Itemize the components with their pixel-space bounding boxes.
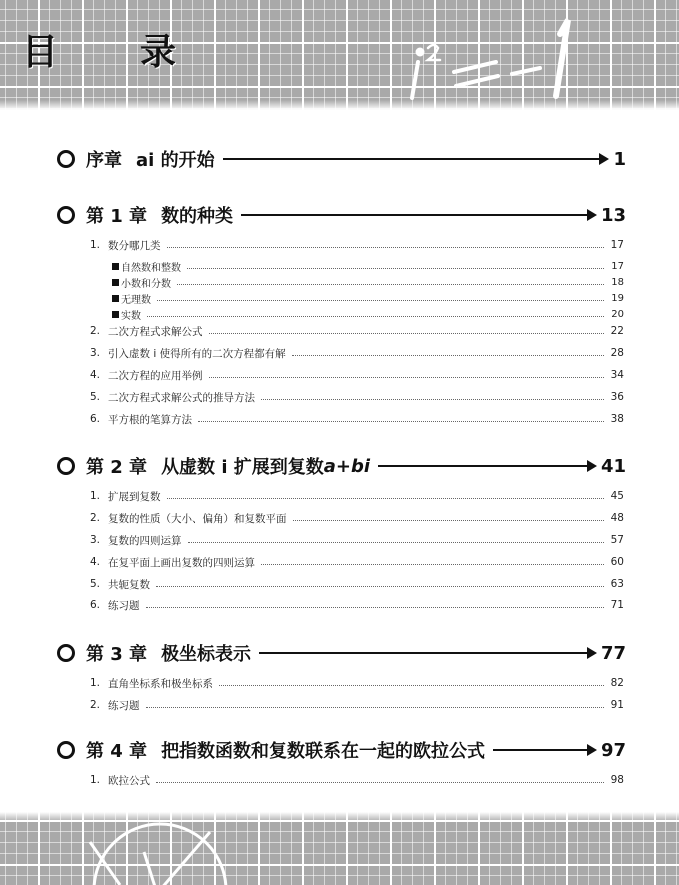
section-page: 71 — [610, 599, 624, 611]
unit-circle-icon — [60, 812, 260, 885]
section-page: 63 — [610, 578, 624, 590]
footer-banner — [0, 812, 679, 885]
leader-dots — [187, 268, 604, 269]
section-title: 引入虚数 i 使得所有的二次方程都有解 — [108, 347, 286, 360]
toc-section[interactable] — [90, 488, 624, 504]
toc-section[interactable] — [90, 772, 624, 788]
toc-subsection[interactable] — [112, 290, 624, 306]
section-number: 2. — [90, 325, 101, 337]
chapter-page: 13 — [600, 204, 626, 226]
header-banner — [0, 0, 679, 110]
leader-dots — [167, 247, 605, 248]
leader-dots — [209, 377, 605, 378]
section-number: 1. — [90, 774, 101, 786]
section-page: 91 — [610, 699, 624, 711]
section-page: 17 — [611, 260, 624, 272]
toc-subsection[interactable] — [112, 258, 624, 274]
section-number: 3. — [90, 347, 101, 359]
section-page: 38 — [610, 413, 624, 425]
chapter-label: 第 2 章 — [86, 457, 148, 478]
leader-dots — [209, 333, 605, 334]
chapter-label: 第 3 章 — [86, 644, 148, 665]
section-page: 20 — [611, 308, 624, 320]
section-page: 34 — [610, 369, 624, 381]
square-bullet-icon — [112, 279, 119, 286]
open-circle-icon — [56, 456, 76, 476]
section-page: 17 — [610, 239, 624, 251]
leader-dots — [146, 707, 605, 708]
section-title: 二次方程式求解公式 — [108, 325, 203, 338]
section-title: 无理数 — [121, 294, 151, 306]
section-number: 4. — [90, 556, 101, 568]
section-page: 82 — [610, 677, 624, 689]
toc-chapter-2[interactable] — [56, 452, 626, 480]
leader-dots — [156, 586, 604, 587]
toc-section[interactable] — [90, 510, 624, 526]
arrow-line — [493, 749, 595, 751]
toc-section[interactable] — [90, 675, 624, 691]
arrow-line — [378, 465, 595, 467]
formula-i-squared-icon — [400, 6, 600, 106]
section-number: 5. — [90, 578, 101, 590]
section-number: 6. — [90, 599, 101, 611]
chapter-page: 41 — [600, 455, 626, 477]
toc-chapter-1[interactable] — [56, 201, 626, 229]
section-page: 48 — [610, 512, 624, 524]
open-circle-icon — [56, 643, 76, 663]
square-bullet-icon — [112, 295, 119, 302]
leader-dots — [188, 542, 605, 543]
section-number: 2. — [90, 512, 101, 524]
section-title: 自然数和整数 — [121, 262, 181, 274]
chapter-title: 数的种类 — [161, 206, 234, 227]
section-page: 98 — [610, 774, 624, 786]
section-page: 36 — [610, 391, 624, 403]
leader-dots — [198, 421, 604, 422]
section-title: 小数和分数 — [121, 278, 171, 290]
open-circle-icon — [56, 205, 76, 225]
section-page: 22 — [610, 325, 624, 337]
section-title: 共轭复数 — [108, 578, 150, 591]
chapter-title: 把指数函数和复数联系在一起的欧拉公式 — [161, 741, 486, 762]
toc-section[interactable] — [90, 554, 624, 570]
leader-dots — [219, 685, 604, 686]
toc-subsection[interactable] — [112, 274, 624, 290]
toc-section[interactable] — [90, 576, 624, 592]
chapter-title: 从虚数 i 扩展到复数 — [161, 457, 324, 478]
leader-dots — [177, 284, 604, 285]
toc-section[interactable] — [90, 237, 624, 253]
toc-section[interactable] — [90, 345, 624, 361]
section-title: 直角坐标系和极坐标系 — [108, 677, 213, 690]
open-circle-icon — [56, 740, 76, 760]
toc-section[interactable] — [90, 367, 624, 383]
section-number: 4. — [90, 369, 101, 381]
leader-dots — [293, 520, 605, 521]
leader-dots — [147, 316, 604, 317]
leader-dots — [261, 399, 604, 400]
toc-section[interactable] — [90, 389, 624, 405]
toc-prologue[interactable] — [56, 145, 626, 173]
section-page: 57 — [610, 534, 624, 546]
section-title: 练习题 — [108, 699, 140, 712]
chapter-label: 第 1 章 — [86, 206, 148, 227]
title-char-lu: 录 — [140, 32, 177, 73]
chapter-label: 第 4 章 — [86, 741, 148, 762]
section-number: 6. — [90, 413, 101, 425]
section-page: 18 — [611, 276, 624, 288]
chapter-page: 1 — [613, 148, 626, 170]
toc-section[interactable] — [90, 597, 624, 613]
toc-chapter-4[interactable] — [56, 736, 626, 764]
leader-dots — [157, 300, 604, 301]
square-bullet-icon — [112, 311, 119, 318]
section-title: 复数的性质（大小、偏角）和复数平面 — [108, 512, 287, 525]
leader-dots — [167, 498, 605, 499]
chapter-title: 极坐标表示 — [161, 644, 252, 665]
section-number: 2. — [90, 699, 101, 711]
toc-chapter-3[interactable] — [56, 639, 626, 667]
section-title: 扩展到复数 — [108, 490, 161, 503]
section-title: 二次方程式求解公式的推导方法 — [108, 391, 255, 404]
section-number: 3. — [90, 534, 101, 546]
section-page: 19 — [611, 292, 624, 304]
section-number: 1. — [90, 490, 101, 502]
section-title: 在复平面上画出复数的四则运算 — [108, 556, 255, 569]
section-title: 二次方程的应用举例 — [108, 369, 203, 382]
open-circle-icon — [56, 149, 76, 169]
leader-dots — [261, 564, 604, 565]
toc-section[interactable] — [90, 532, 624, 548]
arrow-line — [259, 652, 595, 654]
section-title: 欧拉公式 — [108, 774, 150, 787]
leader-dots — [146, 607, 605, 608]
toc-subsection[interactable] — [112, 306, 624, 322]
section-page: 28 — [610, 347, 624, 359]
chapter-title-math: a+bi — [323, 455, 371, 477]
chapter-label: 序章 — [86, 150, 122, 171]
square-bullet-icon — [112, 263, 119, 270]
chapter-page: 97 — [600, 739, 626, 761]
section-page: 45 — [610, 490, 624, 502]
section-page: 60 — [610, 556, 624, 568]
arrow-line — [241, 214, 595, 216]
title-char-mu: 目 — [22, 32, 59, 73]
section-title: 复数的四则运算 — [108, 534, 182, 547]
section-title: 实数 — [121, 310, 141, 322]
toc-section[interactable] — [90, 697, 624, 713]
toc-section[interactable] — [90, 411, 624, 427]
leader-dots — [292, 355, 604, 356]
section-number: 5. — [90, 391, 101, 403]
toc-section[interactable] — [90, 323, 624, 339]
chapter-page: 77 — [600, 642, 626, 664]
leader-dots — [156, 782, 604, 783]
section-number: 1. — [90, 239, 101, 251]
arrow-line — [223, 158, 608, 160]
section-title: 练习题 — [108, 599, 140, 612]
section-title: 平方根的笔算方法 — [108, 413, 192, 426]
section-title: 数分哪几类 — [108, 239, 161, 252]
chapter-title: ai 的开始 — [136, 150, 215, 171]
section-number: 1. — [90, 677, 101, 689]
